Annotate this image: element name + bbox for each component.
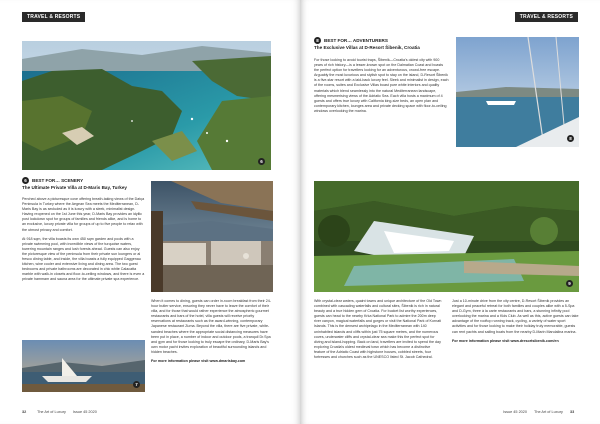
photo-number-badge: 9 [566, 280, 573, 287]
paragraph: When it comes to dining, guests can order in-room breakfast from their 24-hour butler service, ensuring they never have to leave the comfort of their villa, and for those that would rather experience the atmospheric gourmet restaurants and bars of the hotel, villa guests will receive priority reservations at restaurants such as the award-winning, contemporary Japanese restaurant Zuma. Beyond the villa, there are five private, white-sanded beaches where the appropriate social distancing measures have been put in place, a number of indoor and outdoor pools, a tranquil Dr.Spa and gym and for those looking to truly escape the ordinary, D-Maris Bay's own motor yacht invites exploration of beautiful surrounding islands and hidden beaches. [151, 299, 271, 354]
section-tag: TRAVEL & RESORTS [515, 12, 578, 22]
section-number-badge: 6 [22, 177, 29, 184]
magazine-name: The Art of Luxury [37, 410, 66, 414]
photo-number-badge: 8 [567, 135, 574, 142]
intro-text [314, 58, 449, 118]
paragraph: At 918 sqm, the villa boasts its own 450 sqm garden and pools with a private swimming pool, with incredible views of the turquoise waters, towering mountain ranges and lush forests ahead. Guests can also enjoy the picturesque view of the peninsula from their private sun loungers or al fresco dining table, and inside, the villa boasts a fully equipped Gaggenau kitchen, wine cooler and extensive living and dining area. The two guest bedrooms and private bathrooms are decorated in chic white Calacatta marble with walk-in closets and floor-to-ceiling windows, and there is even a private hammam and sauna area for the ultimate private spa experience. [22, 236, 145, 282]
section-subheading: The Exclusive Villas at D-Resort Šibenik, Croatia [314, 45, 420, 50]
villa-terrace-photo [151, 181, 273, 292]
right-page [300, 0, 600, 424]
section-tag: TRAVEL & RESORTS [22, 12, 85, 22]
section-heading: BEST FOR… SCENERY [32, 178, 84, 183]
paragraph: Perched above a picturesque cove offering breath-taking views of the Datça Peninsula in Turkey where the Aegean Sea meets the Mediterranean, D-Maris Bay is as secluded as it is luxury with a sleek, minimalist design. Having reopened on the 1st June this year, D-Maris Bay provides an idyllic post lockdown spot for groups of families and friends alike, and is home to an exclusive, luxury private villa for groups of up to five people to relax with the utmost privacy and comfort. [22, 197, 145, 232]
left-column-text [22, 197, 145, 287]
more-info-link[interactable]: For more information please visit www.dresortsibenik.com/en [452, 338, 559, 343]
paragraph: With crystal-clear waters, quaint towns and unique architecture of the Old Town combined with cascading waterfalls and cultural sites, Šibenik is rich in natural beauty and a true hidden gem of Croatia. For bucket list worthy experiences, guests can head to the nearby Krka National Park to admire the 200m deep river canyon, magical waterfalls and gorges or visit the National Park of Kornati Islands. This is the densest archipelago in the Mediterranean with 140 uninhabited islands and cliffs within just 75 square metres, and the numerous coves, underwater cliffs and crystal-clear sea make this the perfect spot for diving and island-hopping. Back on land, travellers are invited to spend the day exploring Croatia's oldest medieval town which has become a distinctive feature of the Adriatic Coast with highstone houses, cobbled streets, four fortresses and churches such as the UNESCO listed St. Jacob Cathedral. [314, 299, 442, 360]
yacht-sunset-photo [22, 340, 145, 392]
photo-number-badge: 6 [258, 158, 265, 165]
right-column-text [151, 299, 275, 368]
marina-photo [456, 37, 579, 147]
left-column-text [314, 299, 442, 364]
dmaris-bay-photo [22, 41, 271, 170]
page-number: 33 [570, 410, 575, 414]
right-column-text [452, 299, 579, 348]
section-heading: BEST FOR… ADVENTURERS [324, 38, 388, 43]
issue-label: Issue 45 2020 [503, 410, 528, 414]
section-subheading: The Ultimate Private Villa at D-Maris Bay, Turkey [22, 185, 127, 190]
section-number-badge: 8 [314, 37, 321, 44]
waterfall-photo [314, 181, 579, 292]
paragraph: For those looking to avoid tourist traps, Šibenik—Croatia's oldest city with 900 years of rich history—is a lesser-known spot on the Dalmatian Coast and boasts the perfect option for travellers looking for an adventurous, crowd-free escape. Arguably the most luxurious and stylish spot to stay on the island, D-Resort Šibenik is a five-star resort with a laid-back luxury feel. Sleek and minimalist in design, each of the rooms, suites and Exclusive Villas boast pure white interiors and quality materials which blend seamlessly into the natural Mediterranean landscape, offering mesmerising views of the Adriatic Sea. Each villa hosts a maximum of 4 guests and offers true luxury with California king-size beds, an open plan and contemporary kitchen, lounges area and private decking space with floor-to-ceiling windows overlooking the marina. [314, 58, 449, 113]
page-number: 32 [22, 410, 27, 414]
page-footer [22, 410, 103, 414]
page-footer [503, 410, 578, 414]
magazine-name: The Art of Luxury [534, 410, 563, 414]
issue-label: Issue 45 2020 [72, 410, 97, 414]
paragraph: Just a 10-minute drive from the city centre, D-Resort Šibenik provides an elegant and peaceful retreat for both families and couples alike with a 5-Spa and D-Gym, three à la carte restaurants and bars, a stunning infinity pool overlooking the marina and a Kids Club. As well as this, active guests can take advantage of the rooftop running track, cycling, a variety of water sport activities and for those looking to make their holiday truly memorable, guests can rent yachts and sailing boats from the nearby D-Marin Mandalina marina. [452, 299, 579, 334]
more-info-link[interactable]: For more information please visit www.dmarisbay.com [151, 359, 246, 364]
photo-number-badge: 7 [133, 381, 140, 388]
